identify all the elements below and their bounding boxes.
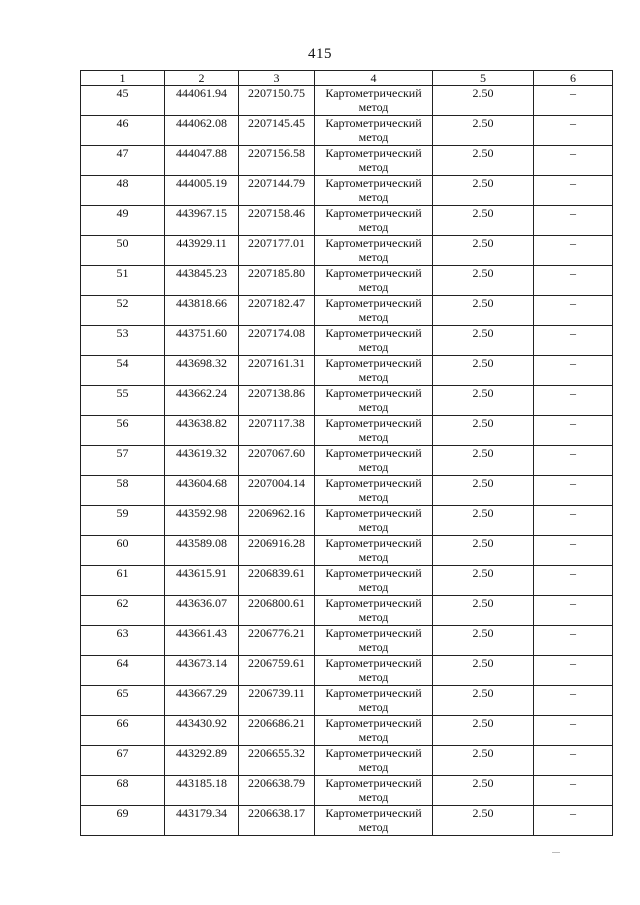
method-line-2: метод: [358, 790, 389, 804]
point-number-cell: 69: [81, 806, 165, 836]
method-line-1: Картометрический: [325, 506, 422, 520]
description-cell: –: [534, 416, 613, 446]
description-cell: –: [534, 236, 613, 266]
description-cell: –: [534, 746, 613, 776]
x-coordinate-cell: 444005.19: [165, 176, 239, 206]
method-cell: [315, 176, 433, 206]
method-line-2: метод: [358, 370, 389, 384]
table-row: [81, 476, 613, 506]
precision-cell: 2.50: [433, 386, 534, 416]
method-line-2: метод: [358, 490, 389, 504]
x-coordinate-cell: 443845.23: [165, 266, 239, 296]
table-row: [81, 236, 613, 266]
method-cell: [315, 566, 433, 596]
y-coordinate-cell: 2207161.31: [239, 356, 315, 386]
description-cell: –: [534, 86, 613, 116]
description-cell: –: [534, 806, 613, 836]
y-coordinate-cell: 2207144.79: [239, 176, 315, 206]
precision-cell: 2.50: [433, 806, 534, 836]
precision-cell: 2.50: [433, 476, 534, 506]
table-row: [81, 806, 613, 836]
method-cell: [315, 806, 433, 836]
table-row: [81, 536, 613, 566]
precision-cell: 2.50: [433, 236, 534, 266]
y-coordinate-cell: 2207185.80: [239, 266, 315, 296]
precision-cell: 2.50: [433, 716, 534, 746]
method-line-2: метод: [358, 280, 389, 294]
y-coordinate-cell: 2207158.46: [239, 206, 315, 236]
x-coordinate-cell: 443661.43: [165, 626, 239, 656]
point-number-cell: 66: [81, 716, 165, 746]
description-cell: –: [534, 536, 613, 566]
x-coordinate-cell: 443698.32: [165, 356, 239, 386]
precision-cell: 2.50: [433, 686, 534, 716]
method-line-1: Картометрический: [325, 116, 422, 130]
point-number-cell: 49: [81, 206, 165, 236]
x-coordinate-cell: 444061.94: [165, 86, 239, 116]
x-coordinate-cell: 444047.88: [165, 146, 239, 176]
point-number-cell: 65: [81, 686, 165, 716]
y-coordinate-cell: 2206638.17: [239, 806, 315, 836]
y-coordinate-cell: 2206638.79: [239, 776, 315, 806]
precision-cell: 2.50: [433, 356, 534, 386]
method-cell: [315, 356, 433, 386]
column-header-6: 6: [534, 71, 613, 86]
description-cell: –: [534, 176, 613, 206]
method-line-2: метод: [358, 340, 389, 354]
point-number-cell: 63: [81, 626, 165, 656]
y-coordinate-cell: 2206655.32: [239, 746, 315, 776]
table-row: [81, 686, 613, 716]
precision-cell: 2.50: [433, 146, 534, 176]
column-header-4: 4: [315, 71, 433, 86]
column-header-5: 5: [433, 71, 534, 86]
table-row: [81, 716, 613, 746]
method-line-2: метод: [358, 220, 389, 234]
y-coordinate-cell: 2207004.14: [239, 476, 315, 506]
x-coordinate-cell: 443292.89: [165, 746, 239, 776]
point-number-cell: 53: [81, 326, 165, 356]
method-cell: [315, 206, 433, 236]
x-coordinate-cell: 443929.11: [165, 236, 239, 266]
table-row: [81, 446, 613, 476]
y-coordinate-cell: 2206776.21: [239, 626, 315, 656]
coordinates-table: [80, 70, 613, 836]
table-row: [81, 506, 613, 536]
method-line-1: Картометрический: [325, 86, 422, 100]
point-number-cell: 64: [81, 656, 165, 686]
y-coordinate-cell: 2207145.45: [239, 116, 315, 146]
table-row: [81, 596, 613, 626]
description-cell: –: [534, 356, 613, 386]
y-coordinate-cell: 2207150.75: [239, 86, 315, 116]
precision-cell: 2.50: [433, 566, 534, 596]
x-coordinate-cell: 443967.15: [165, 206, 239, 236]
y-coordinate-cell: 2207067.60: [239, 446, 315, 476]
table-row: [81, 626, 613, 656]
precision-cell: 2.50: [433, 446, 534, 476]
x-coordinate-cell: 443667.29: [165, 686, 239, 716]
method-line-1: Картометрический: [325, 176, 422, 190]
method-cell: [315, 146, 433, 176]
method-line-2: метод: [358, 820, 389, 834]
method-cell: [315, 386, 433, 416]
method-cell: [315, 686, 433, 716]
x-coordinate-cell: 443179.34: [165, 806, 239, 836]
method-line-1: Картометрический: [325, 236, 422, 250]
description-cell: –: [534, 326, 613, 356]
method-line-2: метод: [358, 730, 389, 744]
x-coordinate-cell: 443638.82: [165, 416, 239, 446]
method-line-2: метод: [358, 130, 389, 144]
method-cell: [315, 626, 433, 656]
description-cell: –: [534, 506, 613, 536]
method-line-2: метод: [358, 100, 389, 114]
description-cell: –: [534, 686, 613, 716]
method-cell: [315, 656, 433, 686]
method-cell: [315, 236, 433, 266]
point-number-cell: 59: [81, 506, 165, 536]
point-number-cell: 56: [81, 416, 165, 446]
point-number-cell: 61: [81, 566, 165, 596]
precision-cell: 2.50: [433, 86, 534, 116]
method-cell: [315, 716, 433, 746]
method-cell: [315, 266, 433, 296]
column-header-3: 3: [239, 71, 315, 86]
table-row: [81, 356, 613, 386]
method-cell: [315, 326, 433, 356]
x-coordinate-cell: 443592.98: [165, 506, 239, 536]
x-coordinate-cell: 443673.14: [165, 656, 239, 686]
y-coordinate-cell: 2206739.11: [239, 686, 315, 716]
method-line-1: Картометрический: [325, 776, 422, 790]
method-line-2: метод: [358, 550, 389, 564]
x-coordinate-cell: 443430.92: [165, 716, 239, 746]
method-cell: [315, 476, 433, 506]
method-line-2: метод: [358, 250, 389, 264]
precision-cell: 2.50: [433, 206, 534, 236]
y-coordinate-cell: 2207177.01: [239, 236, 315, 266]
method-cell: [315, 446, 433, 476]
table-row: [81, 206, 613, 236]
precision-cell: 2.50: [433, 656, 534, 686]
method-line-2: метод: [358, 700, 389, 714]
table-row: [81, 146, 613, 176]
method-line-1: Картометрический: [325, 626, 422, 640]
point-number-cell: 68: [81, 776, 165, 806]
description-cell: –: [534, 296, 613, 326]
description-cell: –: [534, 626, 613, 656]
table-row: [81, 776, 613, 806]
method-line-1: Картометрический: [325, 326, 422, 340]
x-coordinate-cell: 443619.32: [165, 446, 239, 476]
method-line-2: метод: [358, 400, 389, 414]
method-cell: [315, 776, 433, 806]
point-number-cell: 48: [81, 176, 165, 206]
y-coordinate-cell: 2206839.61: [239, 566, 315, 596]
precision-cell: 2.50: [433, 296, 534, 326]
method-line-1: Картометрический: [325, 356, 422, 370]
description-cell: –: [534, 776, 613, 806]
column-header-2: 2: [165, 71, 239, 86]
method-line-2: метод: [358, 520, 389, 534]
precision-cell: 2.50: [433, 596, 534, 626]
method-line-1: Картометрический: [325, 686, 422, 700]
precision-cell: 2.50: [433, 416, 534, 446]
x-coordinate-cell: 443751.60: [165, 326, 239, 356]
method-line-2: метод: [358, 460, 389, 474]
table-row: [81, 176, 613, 206]
method-line-1: Картометрический: [325, 266, 422, 280]
table-row: [81, 266, 613, 296]
method-line-2: метод: [358, 190, 389, 204]
point-number-cell: 60: [81, 536, 165, 566]
precision-cell: 2.50: [433, 506, 534, 536]
precision-cell: 2.50: [433, 176, 534, 206]
y-coordinate-cell: 2207117.38: [239, 416, 315, 446]
method-line-1: Картометрический: [325, 386, 422, 400]
method-line-1: Картометрический: [325, 476, 422, 490]
description-cell: –: [534, 266, 613, 296]
method-line-1: Картометрический: [325, 596, 422, 610]
method-line-1: Картометрический: [325, 296, 422, 310]
description-cell: –: [534, 716, 613, 746]
method-line-2: метод: [358, 640, 389, 654]
method-line-1: Картометрический: [325, 206, 422, 220]
x-coordinate-cell: 443662.24: [165, 386, 239, 416]
point-number-cell: 45: [81, 86, 165, 116]
method-line-1: Картометрический: [325, 746, 422, 760]
description-cell: –: [534, 656, 613, 686]
method-line-1: Картометрический: [325, 656, 422, 670]
point-number-cell: 54: [81, 356, 165, 386]
point-number-cell: 51: [81, 266, 165, 296]
table-row: [81, 296, 613, 326]
point-number-cell: 57: [81, 446, 165, 476]
description-cell: –: [534, 386, 613, 416]
method-line-1: Картометрический: [325, 716, 422, 730]
y-coordinate-cell: 2207156.58: [239, 146, 315, 176]
table-row: [81, 116, 613, 146]
method-line-1: Картометрический: [325, 566, 422, 580]
scan-mark: [552, 852, 560, 853]
description-cell: –: [534, 566, 613, 596]
precision-cell: 2.50: [433, 536, 534, 566]
precision-cell: 2.50: [433, 746, 534, 776]
method-cell: [315, 746, 433, 776]
y-coordinate-cell: 2207138.86: [239, 386, 315, 416]
description-cell: –: [534, 206, 613, 236]
point-number-cell: 55: [81, 386, 165, 416]
x-coordinate-cell: 443604.68: [165, 476, 239, 506]
precision-cell: 2.50: [433, 116, 534, 146]
description-cell: –: [534, 116, 613, 146]
x-coordinate-cell: 443615.91: [165, 566, 239, 596]
description-cell: –: [534, 446, 613, 476]
method-cell: [315, 596, 433, 626]
method-line-2: метод: [358, 670, 389, 684]
table-row: [81, 656, 613, 686]
y-coordinate-cell: 2206916.28: [239, 536, 315, 566]
y-coordinate-cell: 2207174.08: [239, 326, 315, 356]
table-row: [81, 86, 613, 116]
method-cell: [315, 86, 433, 116]
method-line-1: Картометрический: [325, 446, 422, 460]
y-coordinate-cell: 2206686.21: [239, 716, 315, 746]
y-coordinate-cell: 2207182.47: [239, 296, 315, 326]
column-header-1: 1: [81, 71, 165, 86]
point-number-cell: 47: [81, 146, 165, 176]
point-number-cell: 46: [81, 116, 165, 146]
table-row: [81, 326, 613, 356]
point-number-cell: 58: [81, 476, 165, 506]
description-cell: –: [534, 476, 613, 506]
method-line-2: метод: [358, 760, 389, 774]
description-cell: –: [534, 596, 613, 626]
method-line-1: Картометрический: [325, 806, 422, 820]
method-line-2: метод: [358, 160, 389, 174]
method-cell: [315, 296, 433, 326]
table-row: [81, 566, 613, 596]
precision-cell: 2.50: [433, 326, 534, 356]
point-number-cell: 67: [81, 746, 165, 776]
x-coordinate-cell: 443185.18: [165, 776, 239, 806]
method-cell: [315, 536, 433, 566]
method-line-2: метод: [358, 610, 389, 624]
x-coordinate-cell: 443818.66: [165, 296, 239, 326]
page-number: 415: [308, 46, 332, 62]
method-line-2: метод: [358, 430, 389, 444]
table-row: [81, 416, 613, 446]
y-coordinate-cell: 2206962.16: [239, 506, 315, 536]
point-number-cell: 50: [81, 236, 165, 266]
y-coordinate-cell: 2206800.61: [239, 596, 315, 626]
method-line-2: метод: [358, 580, 389, 594]
table-header-row: [81, 71, 613, 86]
method-line-2: метод: [358, 310, 389, 324]
table-row: [81, 386, 613, 416]
method-cell: [315, 116, 433, 146]
x-coordinate-cell: 443589.08: [165, 536, 239, 566]
y-coordinate-cell: 2206759.61: [239, 656, 315, 686]
method-line-1: Картометрический: [325, 416, 422, 430]
x-coordinate-cell: 443636.07: [165, 596, 239, 626]
method-cell: [315, 416, 433, 446]
method-line-1: Картометрический: [325, 536, 422, 550]
precision-cell: 2.50: [433, 626, 534, 656]
point-number-cell: 52: [81, 296, 165, 326]
method-cell: [315, 506, 433, 536]
x-coordinate-cell: 444062.08: [165, 116, 239, 146]
table-row: [81, 746, 613, 776]
precision-cell: 2.50: [433, 776, 534, 806]
table-body: [81, 86, 613, 836]
precision-cell: 2.50: [433, 266, 534, 296]
description-cell: –: [534, 146, 613, 176]
point-number-cell: 62: [81, 596, 165, 626]
method-line-1: Картометрический: [325, 146, 422, 160]
